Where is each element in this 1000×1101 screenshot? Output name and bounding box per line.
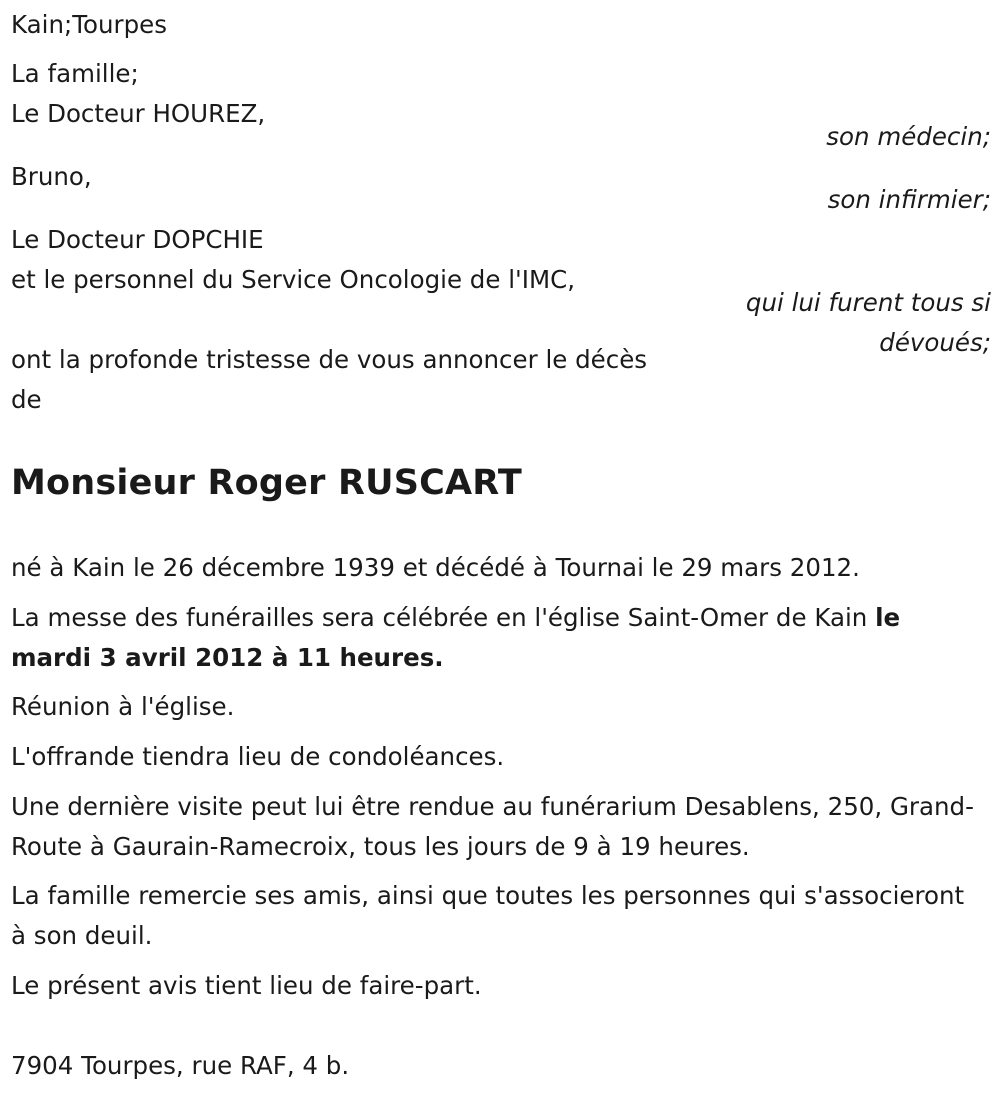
bruno-line: Bruno, <box>11 162 92 191</box>
oncology-staff-line: et le personnel du Service Oncologie de l'IMC, <box>11 265 576 294</box>
obituary-notice <box>11 0 991 1101</box>
doctor-hourez-role: son médecin; <box>826 122 991 151</box>
birth-death-line: né à Kain le 26 décembre 1939 et décédé à Tournai le 29 mars 2012. <box>11 553 860 582</box>
doctor-dopchie-line: Le Docteur DOPCHIE <box>11 225 264 254</box>
family-line: La famille; <box>11 59 139 88</box>
offering-line: L'offrande tiendra lieu de condoléances. <box>11 742 505 771</box>
dopchie-role-line2: dévoués; <box>879 328 991 357</box>
funeral-mass-date: le mardi 3 avril 2012 à 11 heures. <box>11 603 901 672</box>
dopchie-role-line1: qui lui furent tous si <box>745 288 991 317</box>
announcement-line2: de <box>11 385 42 414</box>
notice-line: Le présent avis tient lieu de faire-part. <box>11 971 482 1000</box>
location-header: Kain;Tourpes <box>11 10 168 39</box>
family-address: 7904 Tourpes, rue RAF, 4 b. <box>11 1051 350 1080</box>
thanks-paragraph: La famille remercie ses amis, ainsi que toutes les personnes qui s'associeront à son deuil. <box>11 881 965 950</box>
announcement-line1: ont la profonde tristesse de vous annoncer le décès <box>11 345 648 374</box>
funeral-mass-paragraph <box>11 598 986 678</box>
visit-paragraph: Une dernière visite peut lui être rendue au funérarium Desablens, 250, Grand-Route à Gaurain-Ramecroix, tous les jours de 9 à 19 heures. <box>11 792 974 861</box>
deceased-name: Monsieur Roger RUSCART <box>11 463 522 503</box>
meeting-line: Réunion à l'église. <box>11 692 235 721</box>
funeral-mass-text: La messe des funérailles sera célébrée en l'église Saint-Omer de Kain <box>11 603 876 632</box>
bruno-role: son infirmier; <box>827 185 991 214</box>
doctor-hourez-line: Le Docteur HOUREZ, <box>11 99 266 128</box>
